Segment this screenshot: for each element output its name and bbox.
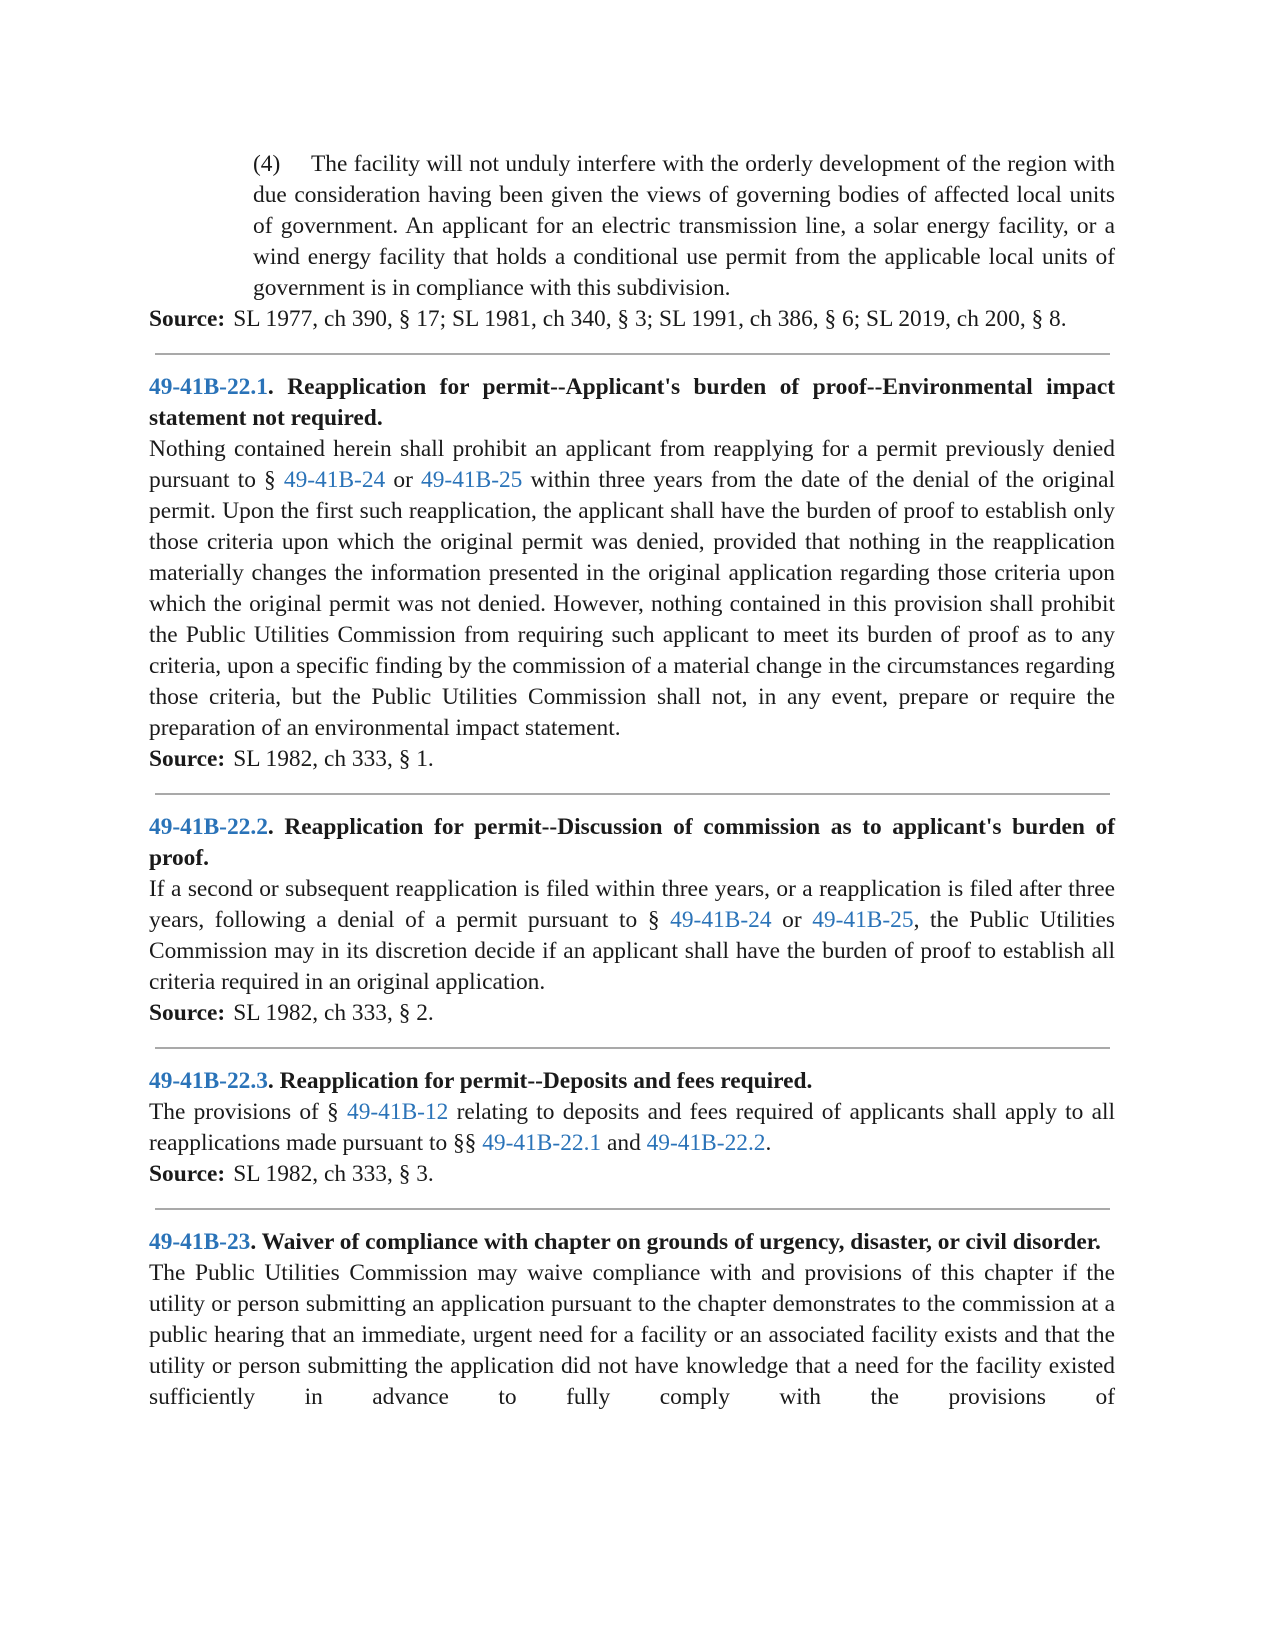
section-body	[149, 1097, 1115, 1159]
cross-reference-link[interactable]: 49-41B-12	[347, 1099, 449, 1125]
source-line	[149, 744, 1115, 775]
section-number-link[interactable]: 49-41B-22.2	[149, 814, 268, 840]
section-title: . Reapplication for permit--Applicant's burden of proof--Environmental impact statement not required.	[149, 374, 1115, 431]
list-item-number: (4)	[253, 151, 281, 177]
body-text: The provisions of §	[149, 1099, 347, 1125]
section-number-link[interactable]: 49-41B-22.3	[149, 1068, 268, 1094]
body-text: The Public Utilities Commission may waive compliance with and provisions of this chapter if the utility or person submitting an application pursuant to the chapter demonstrates to the commission at a public hearing that an immediate, urgent need for a facility or an associated facility exists and that the utility or person submitting the application did not have knowledge that a need for the facility existed sufficiently in advance to fully comply with the provisions of	[149, 1260, 1115, 1410]
cross-reference-link[interactable]: 49-41B-24	[670, 907, 772, 933]
section-divider	[155, 1208, 1110, 1210]
cross-reference-link[interactable]: 49-41B-25	[812, 907, 914, 933]
section	[149, 812, 1115, 1029]
body-text: or	[385, 467, 422, 493]
section	[149, 372, 1115, 775]
section-body	[149, 874, 1115, 998]
source-citation: SL 1977, ch 390, § 17; SL 1981, ch 340, § 3; SL 1991, ch 386, § 6; SL 2019, ch 200, § 8.	[233, 306, 1067, 332]
source-line	[149, 1159, 1115, 1190]
body-text: , the Public Utilities Commission may in its discretion decide if an applicant shall have the burden of proof to establish all criteria required in an original application.	[149, 907, 1115, 995]
source-citation: SL 1982, ch 333, § 3.	[233, 1161, 434, 1187]
section-title: . Waiver of compliance with chapter on grounds of urgency, disaster, or civil disorder.	[250, 1229, 1101, 1255]
body-text: and	[601, 1130, 647, 1156]
source-citation: SL 1982, ch 333, § 2.	[233, 1000, 434, 1026]
body-text: If a second or subsequent reapplication is filed within three years, or a reapplication is filed after three years, following a denial of a permit pursuant to §	[149, 876, 1115, 933]
section-divider	[155, 353, 1110, 355]
section	[149, 1066, 1115, 1190]
body-text: Nothing contained herein shall prohibit an applicant from reapplying for a permit previously denied pursuant to §	[149, 436, 1115, 493]
body-text: .	[765, 1130, 772, 1156]
section-number-link[interactable]: 49-41B-23	[149, 1229, 251, 1255]
source-line	[149, 998, 1115, 1029]
source-citation: SL 1982, ch 333, § 1.	[233, 746, 434, 772]
source-label: Source:	[149, 306, 226, 332]
statute-page	[149, 149, 1115, 1413]
section-divider	[155, 793, 1110, 795]
section-heading	[149, 1066, 1115, 1097]
section-heading	[149, 812, 1115, 874]
section-title: . Reapplication for permit--Discussion of commission as to applicant's burden of proof.	[149, 814, 1115, 871]
source-label: Source:	[149, 1161, 226, 1187]
cross-reference-link[interactable]: 49-41B-22.1	[482, 1130, 602, 1156]
list-item-4	[253, 149, 1115, 304]
source-line	[149, 304, 1115, 335]
body-text: or	[771, 907, 813, 933]
source-label: Source:	[149, 1000, 226, 1026]
section-number-link[interactable]: 49-41B-22.1	[149, 374, 268, 400]
section-body	[149, 434, 1115, 744]
cross-reference-link[interactable]: 49-41B-24	[283, 467, 386, 493]
section-title: . Reapplication for permit--Deposits and fees required.	[267, 1068, 813, 1094]
section-body	[149, 1258, 1115, 1413]
section-heading	[149, 1227, 1115, 1258]
list-item-text: The facility will not unduly interfere with the orderly development of the region with due consideration having been given the views of governing bodies of affected local units of government. An applicant for an electric transmission line, a solar energy facility, or a wind energy facility that holds a conditional use permit from the applicable local units of government is in compliance with this subdivision.	[253, 151, 1115, 301]
section-divider	[155, 1047, 1110, 1049]
section-heading	[149, 372, 1115, 434]
cross-reference-link[interactable]: 49-41B-25	[421, 467, 523, 493]
body-text: within three years from the date of the denial of the original permit. Upon the first such reapplication, the applicant shall have the burden of proof to establish only those criteria upon which the original permit was denied, provided that nothing in the reapplication materially changes the information presented in the original application regarding those criteria upon which the original permit was not denied. However, nothing contained in this provision shall prohibit the Public Utilities Commission from requiring such applicant to meet its burden of proof as to any criteria, upon a specific finding by the commission of a material change in the circumstances regarding those criteria, but the Public Utilities Commission shall not, in any event, prepare or require the preparation of an environmental impact statement.	[149, 467, 1115, 741]
source-label: Source:	[149, 746, 226, 772]
body-text: relating to deposits and fees required of applicants shall apply to all reapplications made pursuant to §§	[149, 1099, 1115, 1156]
section	[149, 1227, 1115, 1413]
cross-reference-link[interactable]: 49-41B-22.2	[646, 1130, 766, 1156]
